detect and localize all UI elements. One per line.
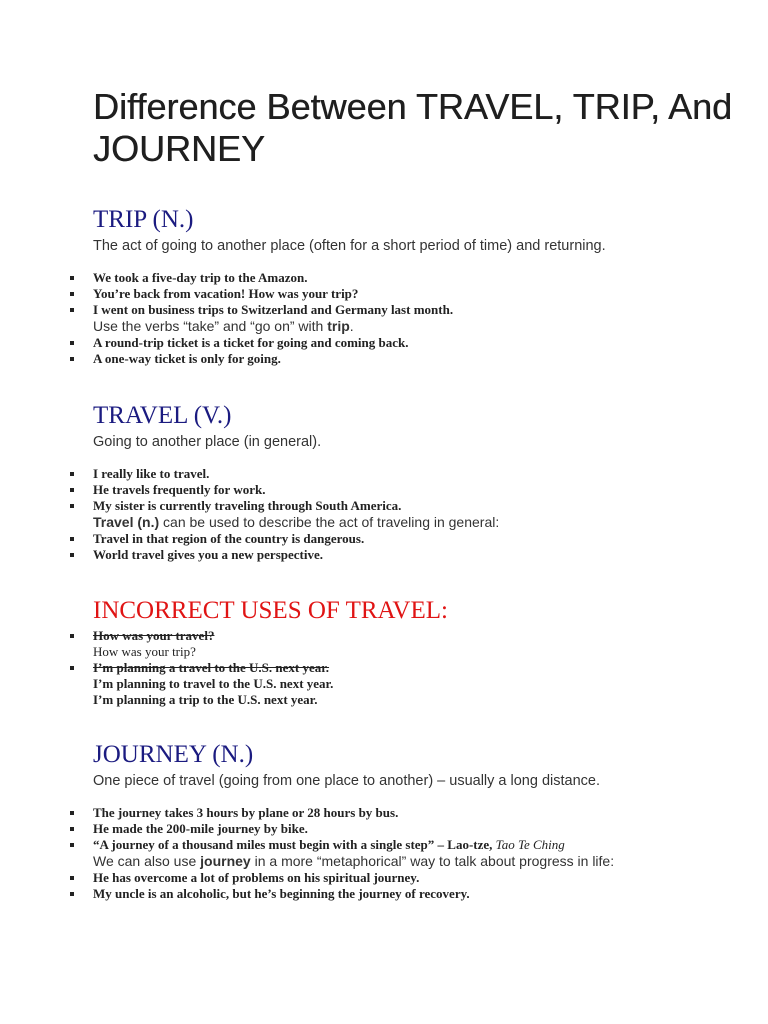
quote-item: “A journey of a thousand miles must begin with a single step” – Lao-tze, Tao Te Ching [93,837,733,853]
list-item: I really like to travel. [93,466,733,482]
list-item: Travel in that region of the country is dangerous. [93,531,733,547]
section-heading-trip: TRIP (N.) [93,206,194,233]
page-title: Difference Between TRAVEL, TRIP, And JOURNEY [93,86,733,169]
list-item: World travel gives you a new perspective. [93,547,733,563]
example-list-trip [93,270,733,367]
list-item: You’re back from vacation! How was your trip? [93,286,733,302]
list-item: A one-way ticket is only for going. [93,351,733,367]
list-item: A round-trip ticket is a ticket for going and coming back. [93,335,733,351]
incorrect-example: How was your travel? [93,628,733,644]
definition-travel: Going to another place (in general). [93,434,322,450]
section-heading-incorrect: INCORRECT USES OF TRAVEL: [93,597,448,624]
usage-note: Travel (n.) can be used to describe the act of traveling in general: [93,514,500,530]
example-list-journey [93,805,733,902]
usage-note: Use the verbs “take” and “go on” with trip. [93,318,354,334]
list-item: He travels frequently for work. [93,482,733,498]
section-incorrect-uses [93,597,733,708]
example-list-travel [93,466,733,563]
definition-trip: The act of going to another place (often for a short period of time) and returning. [93,238,606,254]
correct-example: I’m planning a trip to the U.S. next year. [93,692,318,707]
incorrect-example: I’m planning a travel to the U.S. next year. [93,660,733,676]
section-journey [93,741,733,902]
list-item: My sister is currently traveling through South America. [93,498,733,514]
list-item: My uncle is an alcoholic, but he’s beginning the journey of recovery. [93,886,733,902]
section-heading-journey: JOURNEY (N.) [93,741,254,768]
list-item: The journey takes 3 hours by plane or 28 hours by bus. [93,805,733,821]
usage-note: We can also use journey in a more “metaphorical” way to talk about progress in life: [93,853,615,869]
section-travel [93,402,733,563]
list-item: We took a five-day trip to the Amazon. [93,270,733,286]
correct-example: I’m planning to travel to the U.S. next year. [93,676,334,691]
example-list-incorrect [93,628,733,708]
section-trip [93,206,733,367]
section-heading-travel: TRAVEL (V.) [93,402,232,429]
list-item: I went on business trips to Switzerland and Germany last month. [93,302,733,318]
list-item: He made the 200-mile journey by bike. [93,821,733,837]
definition-journey: One piece of travel (going from one place to another) – usually a long distance. [93,773,600,789]
correct-example: How was your trip? [93,644,196,659]
list-item: He has overcome a lot of problems on his spiritual journey. [93,870,733,886]
